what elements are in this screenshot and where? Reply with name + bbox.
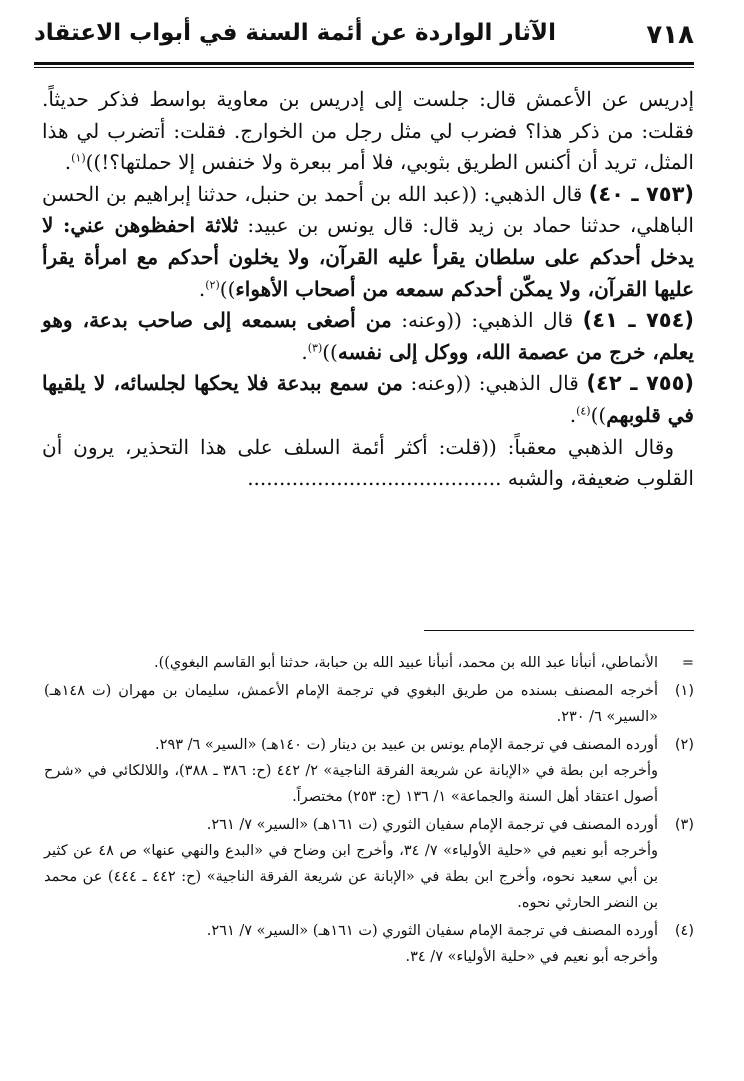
footnote-text xyxy=(44,678,658,730)
footnote-line: الأنماطي، أنبأنا عبد الله بن محمد، أنبأنا عبيد الله بن حبابة، حدثنا أبو القاسم البغوي)). xyxy=(153,655,658,671)
paragraph-1-text: إدريس عن الأعمش قال: جلست إلى إدريس بن معاوية بواسط فذكر حديثاً. فقلت: من ذكر هذا؟ فضرب لي مثل رجل من الخوارج. فقلت: أتضرب لي هذا المثل، تريد أن أكنس الطريق بثوبي، فلا أمر ببعرة ولا خنفس إلا حملتها؟!)) xyxy=(42,87,695,175)
footnote-continued xyxy=(44,650,694,676)
paragraph-3-close: )) xyxy=(322,339,338,364)
page-header xyxy=(34,14,694,60)
footnote-text xyxy=(44,918,658,970)
paragraph-2-text: قال الذهبي: ((عبد الله بن أحمد بن حنبل، حدثنا إبراهيم بن الحسن الباهلي، حدثنا حماد بن زيد قال: قال يونس بن عبيد: xyxy=(42,181,694,238)
footnote-2 xyxy=(44,732,694,810)
footnote-marker: (٣) xyxy=(674,817,694,833)
footnote-3 xyxy=(44,812,694,916)
footnote-marker: (١) xyxy=(674,683,694,699)
paragraph-1: إدريس عن الأعمش قال: جلست إلى إدريس بن معاوية بواسط فذكر حديثاً. فقلت: من ذكر هذا؟ فضرب لي مثل رجل من الخوارج. فقلت: أتضرب لي هذا المثل، تريد أن أكنس الطريق بثوبي، فلا أمر ببعرة ولا خنفس إلا حملتها؟!))$^{(١)}$. xyxy=(42,87,695,175)
footnote-ref-2: (٢) xyxy=(205,277,220,291)
athar-number-754: (٧٥٤ ـ ٤١) xyxy=(582,308,695,333)
footnote-line: وأخرجه أبو نعيم في «حلية الأولياء» ٧/ ٣٤، وأخرج ابن وضاح في «البدع والنهي عنها» ص ٤٨ عن كثير بن أبي سعيد نحوه، وأخرج ابن بطة في «الإبانة عن شريعة الفرقة الناجية» (ح: ٤٤٢ ـ ٤٤٤) عن محمد بن النضر الحارثي نحوه. xyxy=(44,843,658,911)
footnote-1 xyxy=(44,678,694,730)
footnote-text xyxy=(44,732,658,810)
footnote-text xyxy=(44,812,658,916)
paragraph-4: (٧٥٥ ـ ٤٢) قال الذهبي: ((وعنه: من سمع ببدعة فلا يحكها لجلسائه، لا يلقيها في قلوبهم))$^{(٤)}$. xyxy=(42,371,694,427)
footnote-ref-1: (١) xyxy=(71,151,86,165)
athar-number-753: (٧٥٣ ـ ٤٠) xyxy=(588,181,694,206)
header-rule xyxy=(34,62,694,65)
footnote-line: وأخرجه أبو نعيم في «حلية الأولياء» ٧/ ٣٤. xyxy=(405,949,658,965)
paragraph-5 xyxy=(42,432,694,495)
header-rule-thin xyxy=(34,67,694,68)
page-number: ٧١٨ xyxy=(646,20,694,50)
running-title: الآثار الواردة عن أئمة السنة في أبواب الاعتقاد xyxy=(34,20,556,46)
paragraph-4-close: )) xyxy=(590,402,607,427)
footnote-4 xyxy=(44,918,694,970)
footnote-line: أخرجه المصنف بسنده من طريق البغوي في ترجمة الإمام الأعمش، سليمان بن مهران (ت ١٤٨هـ) «السير» ٦/ ٢٣٠. xyxy=(44,683,658,725)
athar-number-755: (٧٥٥ ـ ٤٢) xyxy=(586,371,694,396)
paragraph-4-text: قال الذهبي: ((وعنه: xyxy=(402,371,587,396)
paragraph-3-quote: من أصغى بسمعه إلى صاحب بدعة، وهو يعلم، خرج من عصمة الله، ووكل إلى نفسه xyxy=(42,308,694,364)
footnote-text xyxy=(44,650,658,676)
paragraph-2-close: )) xyxy=(219,276,236,301)
footnote-ref-4: (٤) xyxy=(576,404,591,418)
main-text xyxy=(42,84,694,495)
footnote-separator xyxy=(424,630,694,631)
footnote-marker: = xyxy=(681,655,694,671)
paragraph-2: (٧٥٣ ـ ٤٠) قال الذهبي: ((عبد الله بن أحمد بن حنبل، حدثنا إبراهيم بن الحسن الباهلي، حدثنا حماد بن زيد قال: قال يونس بن عبيد: ثلاثة احفظوهن عني: لا يدخل أحدكم على سلطان يقرأ عليه القرآن، ولا يخلون أحدكم مع امرأة يقرأ عليها القرآن، ولا يمكّن أحدكم سمعه من أصحاب الأهواء))$^{(٢)}$. xyxy=(42,181,694,301)
paragraph-3: (٧٥٤ ـ ٤١) قال الذهبي: ((وعنه: من أصغى بسمعه إلى صاحب بدعة، وهو يعلم، خرج من عصمة الله، ووكل إلى نفسه))$^{(٣)}$. xyxy=(42,308,695,364)
paragraph-2-quote: ثلاثة احفظوهن عني: لا يدخل أحدكم على سلطان يقرأ عليه القرآن، ولا يخلون أحدكم مع امرأة يقرأ عليها القرآن، ولا يمكّن أحدكم سمعه من أصحاب الأهواء xyxy=(42,213,694,301)
continuation-dots: ........................................ xyxy=(247,466,502,491)
paragraph-5-text: وقال الذهبي معقباً: ((قلت: أكثر أئمة السلف على هذا التحذير، يرون أن القلوب ضعيفة، والشبه xyxy=(42,434,694,491)
paragraph-4-quote: من سمع ببدعة فلا يحكها لجلسائه، لا يلقيها في قلوبهم xyxy=(42,371,694,427)
paragraph-3-text: قال الذهبي: ((وعنه: xyxy=(391,308,583,333)
footnote-marker: (٤) xyxy=(674,923,694,939)
footnote-line: أورده المصنف في ترجمة الإمام سفيان الثوري (ت ١٦١هـ) «السير» ٧/ ٢٦١. xyxy=(206,817,658,833)
footnote-line: أورده المصنف في ترجمة الإمام سفيان الثوري (ت ١٦١هـ) «السير» ٧/ ٢٦١. xyxy=(206,923,658,939)
footnotes xyxy=(44,650,694,972)
footnote-line: أورده المصنف في ترجمة الإمام يونس بن عبيد بن دينار (ت ١٤٠هـ) «السير» ٦/ ٢٩٣. xyxy=(155,737,658,753)
footnote-marker: (٢) xyxy=(674,737,694,753)
footnote-ref-3: (٣) xyxy=(307,341,323,355)
footnote-line: وأخرجه ابن بطة في «الإبانة عن شريعة الفرقة الناجية» ٢/ ٤٤٢ (ح: ٣٨٦ ـ ٣٨٨)، واللالكائي في «شرح أصول اعتقاد أهل السنة والجماعة» ١/ ١٣٦ (ح: ٢٥٣) مختصراً. xyxy=(44,763,659,805)
